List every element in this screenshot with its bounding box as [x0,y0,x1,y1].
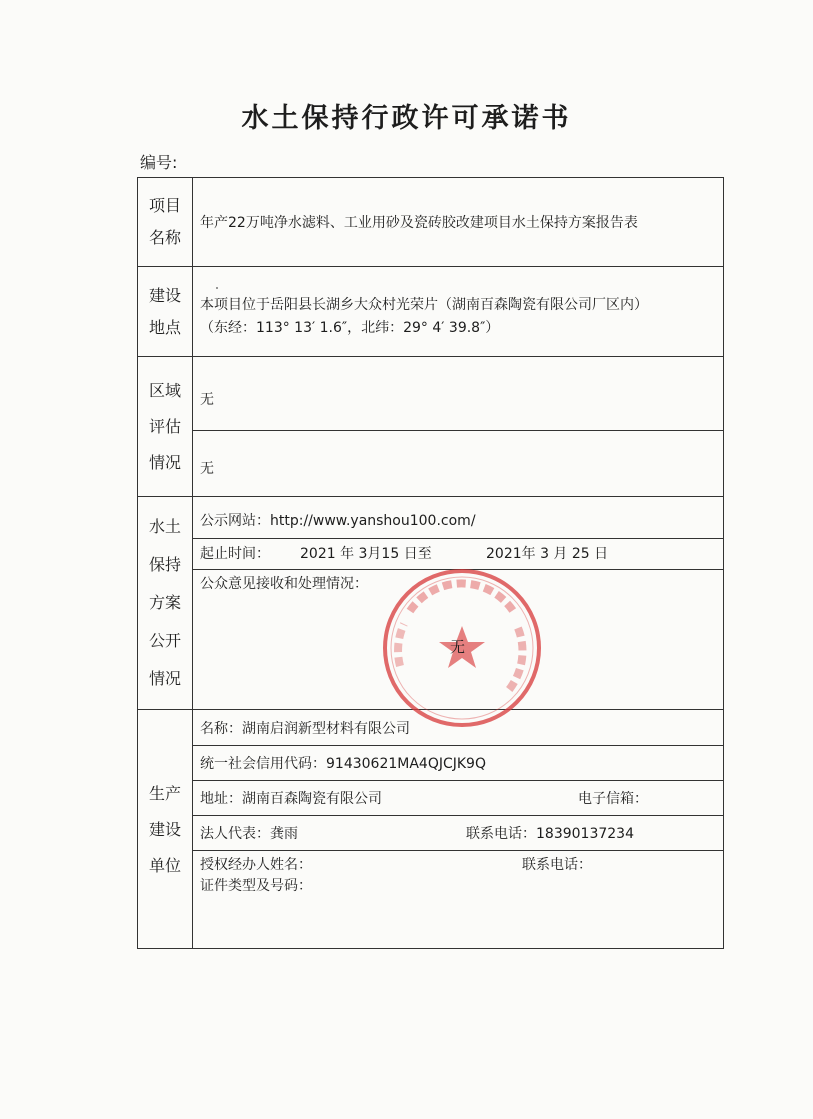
label-public: 水土 保持 方案 公开 情况 [148,517,181,688]
scan-speck [216,287,218,289]
doc-number-label: 编号: [140,153,178,172]
unit-credit-code: 统一社会信用代码：91430621MA4QJCJK9Q [200,756,486,772]
unit-legal-rep: 法人代表：龚雨 [200,826,298,842]
cell-divider [192,780,724,781]
project-name-value: 年产22万吨净水滤料、工业用砂及瓷砖胶改建项目水土保持方案报告表 [200,215,638,231]
label-location: 建设 地点 [148,285,181,337]
unit-id-type: 证件类型及号码： [200,878,312,894]
regional-value-2: 无 [200,461,214,477]
period-label: 起止时间： [200,546,270,562]
unit-address: 地址：湖南百森陶瓷有限公司 [200,791,382,807]
label-unit: 生产 建设 单位 [148,783,181,875]
period-end: 2021年 3 月 25 日 [486,546,609,562]
unit-agent: 授权经办人姓名： [200,857,312,873]
label-regional: 区域 评估 情况 [148,380,181,472]
cell-divider [192,538,724,539]
regional-value-1: 无 [200,392,214,408]
unit-phone: 联系电话：18390137234 [466,826,634,842]
cell-divider [192,745,724,746]
unit-name: 名称：湖南启润新型材料有限公司 [200,721,410,737]
public-website: 公示网站：http://www.yanshou100.com/ [200,513,476,529]
document-title: 水土保持行政许可承诺书 [241,103,572,134]
row-divider [137,356,724,357]
location-coordinates: （东经：113° 13′ 1.6″，北纬：29° 4′ 39.8″） [200,320,500,336]
opinion-label: 公众意见接收和处理情况： [200,576,368,592]
unit-email-label: 电子信箱： [578,791,648,807]
row-divider [137,496,724,497]
cell-divider [192,815,724,816]
cell-divider [192,850,724,851]
cell-divider [192,430,724,431]
period-start: 2021 年 3月15 日至 [300,546,432,562]
location-line-1: 本项目位于岳阳县长湖乡大众村光荣片（湖南百森陶瓷有限公司厂区内） [200,297,648,313]
label-project-name: 项目 名称 [148,196,181,247]
opinion-value: 无 [450,638,466,656]
row-divider [137,266,724,267]
unit-agent-phone-label: 联系电话： [522,857,592,873]
table-divider [192,177,193,949]
